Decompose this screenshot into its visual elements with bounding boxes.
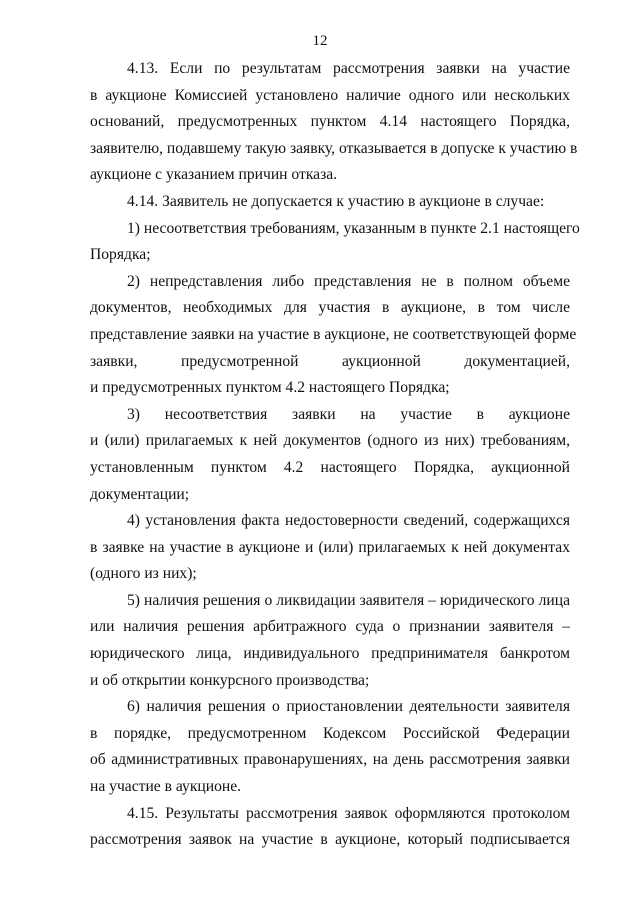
text-line: Порядка; (90, 246, 151, 264)
text-line: установленным пунктом 4.2 настоящего Порядка, аукционной (90, 458, 570, 476)
text-line: рассмотрения заявок на участие в аукционе, который подписывается (90, 831, 570, 849)
text-line: 4.13. Если по результатам рассмотрения заявки на участие (127, 60, 570, 77)
text-line: 2) непредставления либо представления не в полном объеме (127, 272, 570, 290)
text-line: 4.14. Заявитель не допускается к участию в аукционе в случае: (127, 192, 545, 210)
text-line: документации; (90, 485, 190, 503)
text-line: 6) наличия решения о приостановлении деятельности заявителя (127, 698, 570, 716)
text-line: юридического лица, индивидуального предпринимателя банкротом (90, 645, 570, 663)
text-line: об административных правонарушениях, на день рассмотрения заявки (90, 751, 570, 769)
text-line: и предусмотренных пунктом 4.2 настоящего Порядка; (90, 379, 450, 397)
text-line: 1) несоответствия требованиям, указанным в пункте 2.1 настоящего (127, 219, 580, 237)
text-line: на участие в аукционе. (90, 778, 242, 796)
text-line: заявителю, подавшему такую заявку, отказывается в допуске к участию в (90, 139, 578, 157)
text-line: 3) несоответствия заявки на участие в аукционе (127, 405, 570, 423)
document-body (90, 56, 580, 854)
text-line: или наличия решения арбитражного суда о признании заявителя – (90, 618, 570, 636)
text-line: в порядке, предусмотренном Кодексом Российской Федерации (90, 724, 570, 742)
text-line: оснований, предусмотренных пунктом 4.14 настоящего Порядка, (90, 113, 570, 131)
text-line: документов, необходимых для участия в аукционе, в том числе (90, 299, 570, 317)
page-number: 12 (312, 33, 328, 49)
text-line: заявки, предусмотренной аукционной документацией, (90, 352, 570, 370)
text-line: представление заявки на участие в аукционе, не соответствующей форме (90, 325, 577, 343)
text-line: и (или) прилагаемых к ней документов (одного из них) требованиям, (90, 432, 570, 450)
text-line: 5) наличия решения о ликвидации заявителя – юридического лица (127, 591, 570, 609)
text-line: 4.15. Результаты рассмотрения заявок оформляются протоколом (127, 804, 570, 822)
text-line: 4) установления факта недостоверности сведений, содержащихся (127, 512, 570, 530)
text-line: (одного из них); (90, 565, 197, 583)
text-line: аукционе с указанием причин отказа. (90, 166, 338, 184)
text-line: и об открытии конкурсного производства; (90, 671, 370, 689)
text-line: в заявке на участие в аукционе и (или) прилагаемых к ней документах (90, 538, 570, 556)
text-line: в аукционе Комиссией установлено наличие одного или нескольких (90, 86, 570, 104)
